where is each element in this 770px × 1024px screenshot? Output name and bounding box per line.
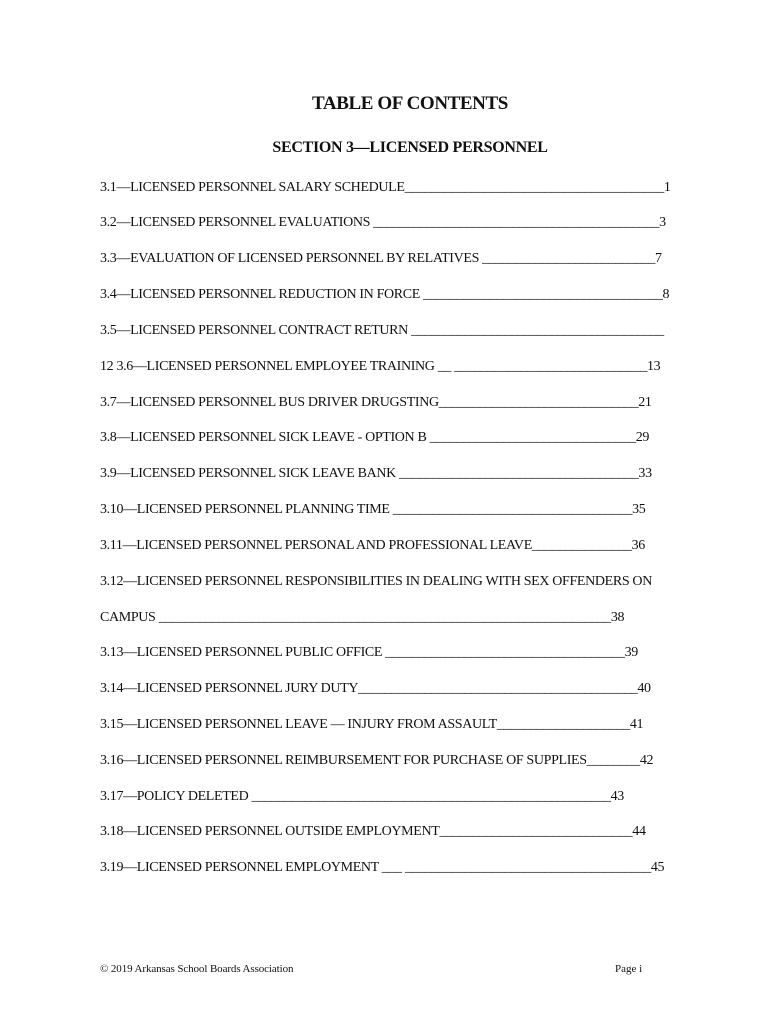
toc-entry-3-16: 3.16—LICENSED PERSONNEL REIMBURSEMENT FOR PURCHASE OF SUPPLIES________42 bbox=[100, 753, 654, 768]
toc-entry-3-3: 3.3—EVALUATION OF LICENSED PERSONNEL BY RELATIVES __________________________7 bbox=[100, 251, 662, 266]
toc-entry-3-18: 3.18—LICENSED PERSONNEL OUTSIDE EMPLOYMENT_____________________________44 bbox=[100, 824, 646, 839]
toc-entry-3-9: 3.9—LICENSED PERSONNEL SICK LEAVE BANK ____________________________________33 bbox=[100, 466, 652, 481]
toc-entry-3-17: 3.17—POLICY DELETED ______________________________________________________43 bbox=[100, 789, 624, 804]
toc-entry-3-4: 3.4—LICENSED PERSONNEL REDUCTION IN FORCE ____________________________________8 bbox=[100, 287, 670, 302]
footer-copyright: © 2019 Arkansas School Boards Association bbox=[100, 963, 294, 975]
toc-entry-3-10: 3.10—LICENSED PERSONNEL PLANNING TIME ____________________________________35 bbox=[100, 502, 646, 517]
page-title: TABLE OF CONTENTS bbox=[312, 93, 508, 114]
toc-entry-3-14: 3.14—LICENSED PERSONNEL JURY DUTY__________________________________________40 bbox=[100, 681, 651, 696]
toc-entry-3-7: 3.7—LICENSED PERSONNEL BUS DRIVER DRUGSTING______________________________21 bbox=[100, 395, 652, 410]
toc-entry-3-12: 3.12—LICENSED PERSONNEL RESPONSIBILITIES IN DEALING WITH SEX OFFENDERS ON bbox=[100, 574, 652, 589]
footer-page-number: Page i bbox=[615, 963, 643, 975]
toc-entry-3-5: 3.5—LICENSED PERSONNEL CONTRACT RETURN ______________________________________ bbox=[100, 323, 664, 338]
toc-entry-3-2: 3.2—LICENSED PERSONNEL EVALUATIONS ___________________________________________3 bbox=[100, 215, 666, 230]
toc-entry-3-11: 3.11—LICENSED PERSONNEL PERSONAL AND PROFESSIONAL LEAVE_______________36 bbox=[100, 538, 645, 553]
toc-entry-3-1: 3.1—LICENSED PERSONNEL SALARY SCHEDULE_______________________________________1 bbox=[100, 180, 671, 195]
section-heading: SECTION 3—LICENSED PERSONNEL bbox=[272, 139, 548, 156]
toc-entry-3-15: 3.15—LICENSED PERSONNEL LEAVE — INJURY FROM ASSAULT____________________41 bbox=[100, 717, 644, 732]
toc-entry-3-13: 3.13—LICENSED PERSONNEL PUBLIC OFFICE ____________________________________39 bbox=[100, 645, 638, 660]
toc-entry-3-12-cont: CAMPUS ____________________________________________________________________38 bbox=[100, 610, 625, 625]
toc-entry-3-8: 3.8—LICENSED PERSONNEL SICK LEAVE - OPTION B _______________________________29 bbox=[100, 430, 650, 445]
toc-entry-3-6: 12 3.6—LICENSED PERSONNEL EMPLOYEE TRAINING __ _____________________________13 bbox=[100, 359, 661, 374]
toc-entry-3-19: 3.19—LICENSED PERSONNEL EMPLOYMENT ___ _____________________________________45 bbox=[100, 860, 665, 875]
